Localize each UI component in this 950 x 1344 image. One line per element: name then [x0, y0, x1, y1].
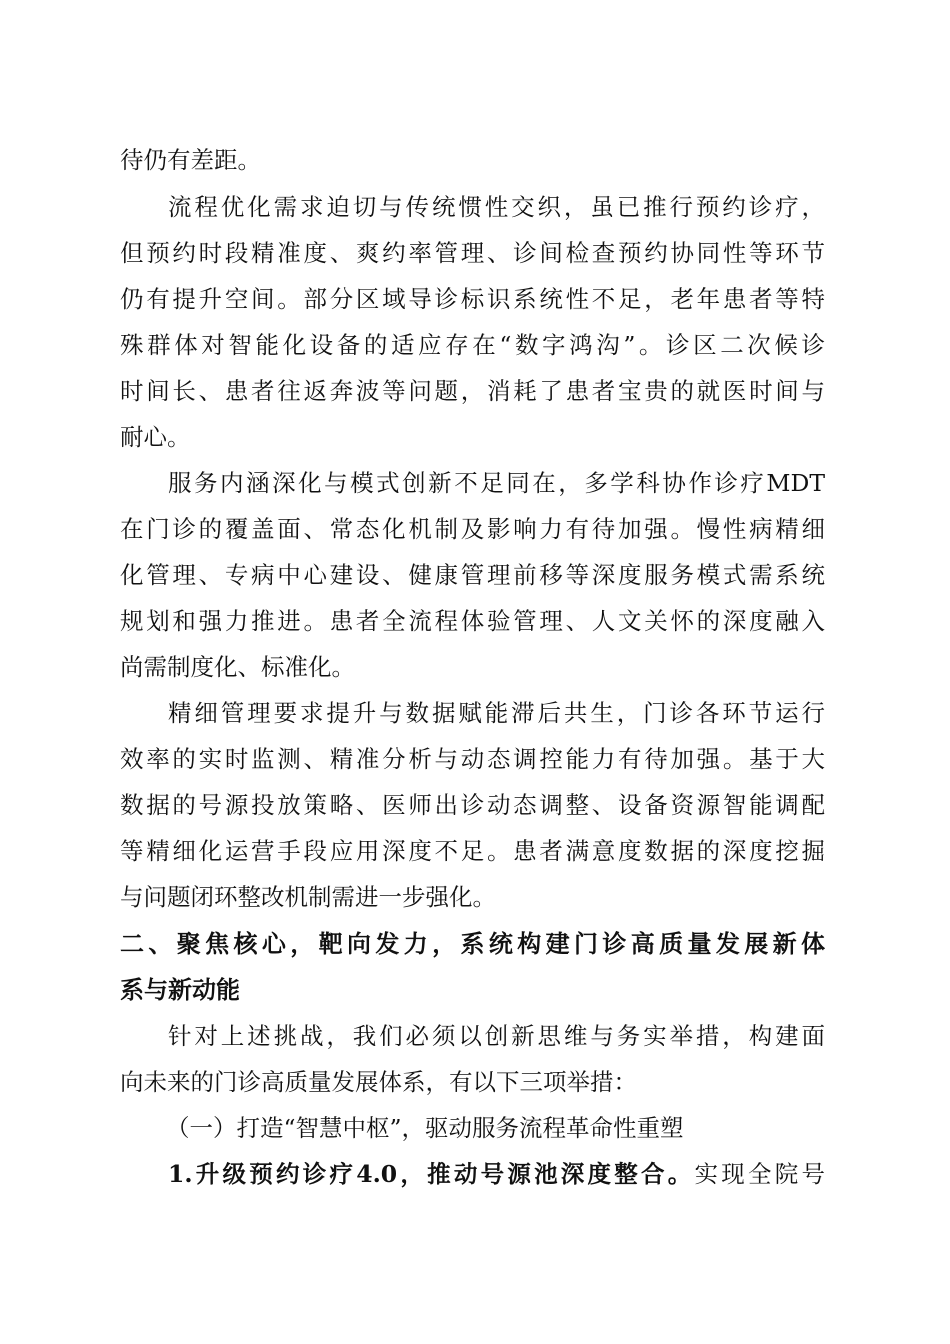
paragraph-line: 服务内涵深化与模式创新不足同在，多学科协作诊疗MDT	[168, 469, 825, 497]
paragraph-line: 规划和强力推进。患者全流程体验管理、人文关怀的深度融入	[120, 607, 825, 635]
paragraph-line: 等精细化运营手段应用深度不足。患者满意度数据的深度挖掘	[120, 837, 825, 865]
item-text: 实现全院号	[694, 1160, 826, 1188]
paragraph-line	[168, 1159, 825, 1189]
subsection-heading: （一）打造“智慧中枢”，驱动服务流程革命性重塑	[166, 1114, 684, 1142]
section-heading: 系与新动能	[120, 975, 240, 1004]
paragraph-line: 仍有提升空间。部分区域导诊标识系统性不足，老年患者等特	[120, 285, 825, 313]
paragraph-line: 精细管理要求提升与数据赋能滞后共生，门诊各环节运行	[168, 699, 825, 727]
paragraph-line: 耐心。	[120, 423, 191, 451]
paragraph-line: 与问题闭环整改机制需进一步强化。	[120, 883, 496, 911]
paragraph-line: 效率的实时监测、精准分析与动态调控能力有待加强。基于大	[120, 745, 825, 773]
item-heading: 1.升级预约诊疗4.0，推动号源池深度整合。	[168, 1160, 695, 1188]
paragraph-line: 待仍有差距。	[120, 146, 261, 174]
paragraph-line: 时间长、患者往返奔波等问题，消耗了患者宝贵的就医时间与	[120, 377, 825, 405]
paragraph-line: 殊群体对智能化设备的适应存在“数字鸿沟”。诊区二次候诊	[120, 331, 825, 359]
section-heading: 二、聚焦核心，靶向发力，系统构建门诊高质量发展新体	[120, 929, 825, 958]
paragraph-line: 向未来的门诊高质量发展体系，有以下三项举措：	[120, 1068, 637, 1096]
paragraph-line: 针对上述挑战，我们必须以创新思维与务实举措，构建面	[168, 1022, 825, 1050]
paragraph-line: 流程优化需求迫切与传统惯性交织，虽已推行预约诊疗，	[168, 193, 825, 221]
paragraph-line: 但预约时段精准度、爽约率管理、诊间检查预约协同性等环节	[120, 239, 825, 267]
paragraph-line: 尚需制度化、标准化。	[120, 653, 355, 681]
paragraph-line: 数据的号源投放策略、医师出诊动态调整、设备资源智能调配	[120, 791, 825, 819]
paragraph-line: 化管理、专病中心建设、健康管理前移等深度服务模式需系统	[120, 561, 825, 589]
paragraph-line: 在门诊的覆盖面、常态化机制及影响力有待加强。慢性病精细	[120, 515, 825, 543]
